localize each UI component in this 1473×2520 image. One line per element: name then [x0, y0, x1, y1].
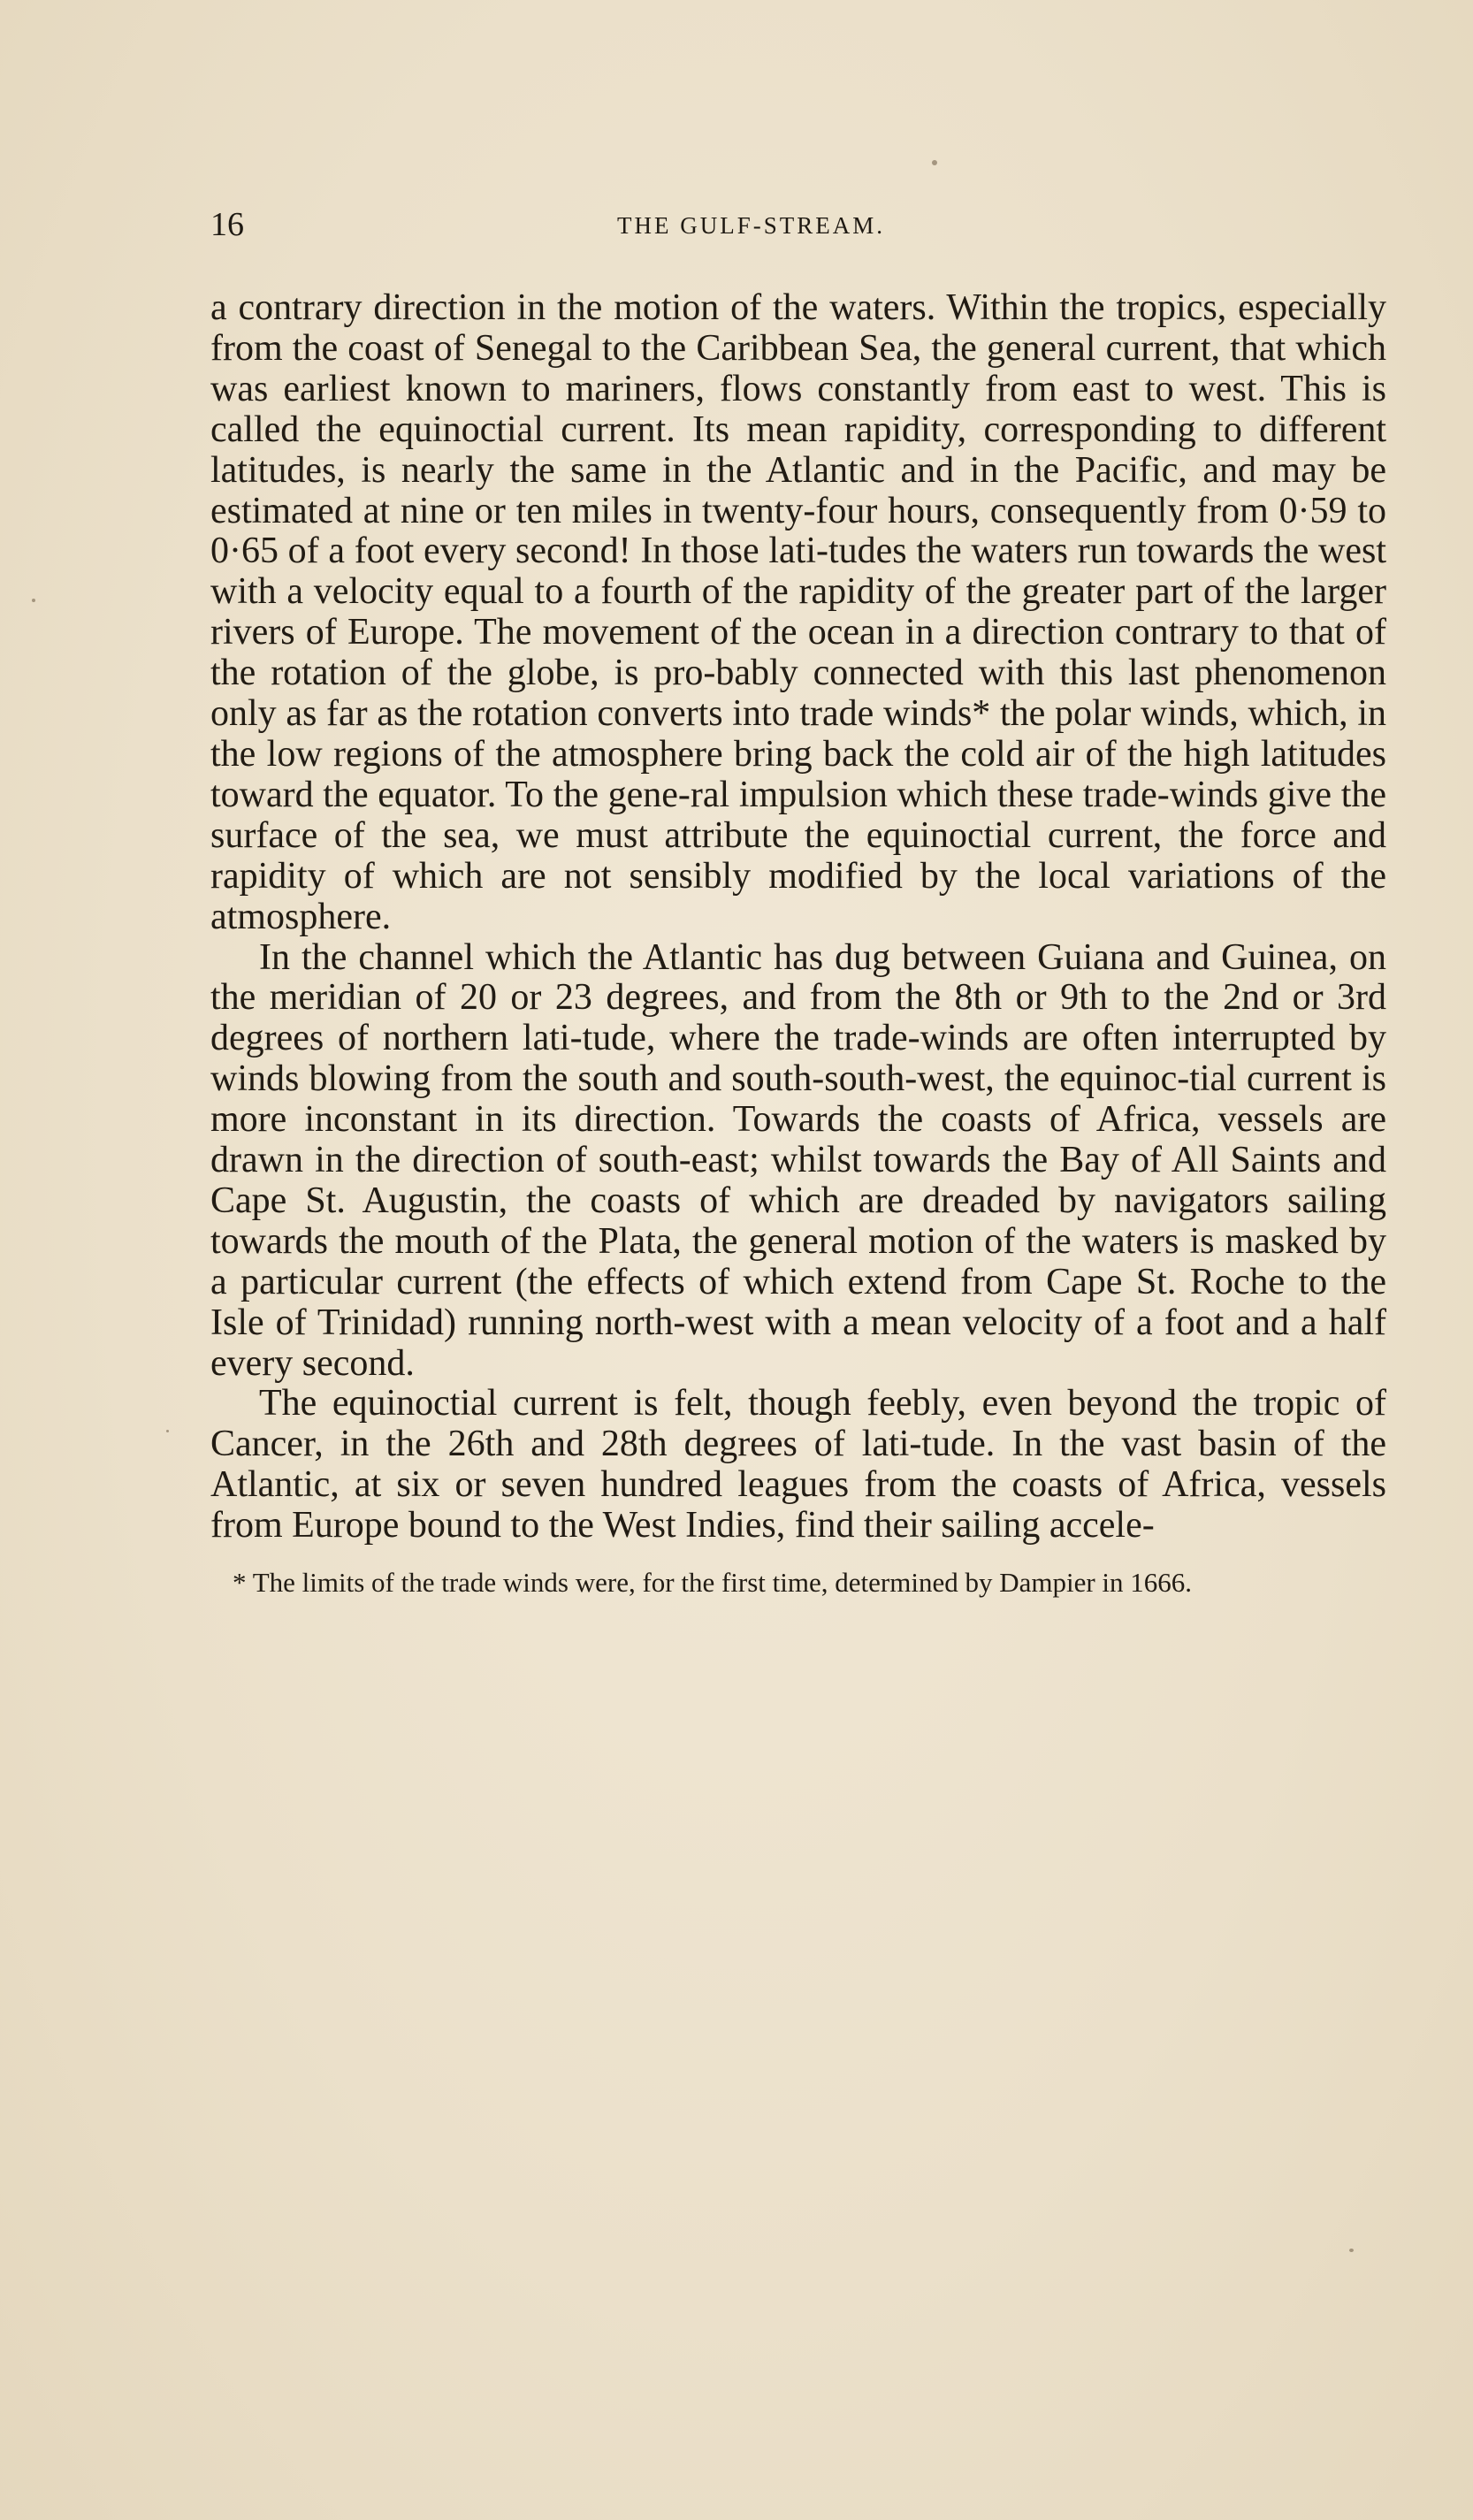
page-number: 16 [210, 206, 244, 243]
paragraph: In the channel which the Atlantic has dug between Guiana and Guinea, on the meridian of 20 or 23 degrees, and from the 8th or 9th to the 2nd or 3rd degrees of northern lati-tude, where the trade-winds are often interrupted by winds blowing from the south and south-south-west, the equinoc-tial current is more inconstant in its direction. Towards the coasts of Africa, vessels are drawn in the direction of south-east; whilst towards the Bay of All Saints and Cape St. Augustin, the coasts of which are dreaded by navigators sailing towards the mouth of the Plata, the general motion of the waters is masked by a particular current (the effects of which extend from Cape St. Roche to the Isle of Trinidad) running north-west with a mean velocity of a foot and a half every second. [210, 936, 1386, 1384]
paragraph: The equinoctial current is felt, though feebly, even beyond the tropic of Cancer, in the 26th and 28th degrees of lati-tude. In the vast basin of the Atlantic, at six or seven hundred leagues from the coasts of Africa, vessels from Europe bound to the West Indies, find their sailing accele- [210, 1383, 1386, 1546]
running-head [210, 205, 1386, 267]
paper-speck [1349, 2249, 1354, 2252]
running-title: THE GULF-STREAM. [617, 212, 885, 239]
body-text [210, 288, 1386, 1546]
footnote: * The limits of the trade winds were, for the first time, determined by Dampier in 1666. [233, 1567, 1193, 1598]
paper-speck [166, 1430, 169, 1432]
paper-speck [932, 160, 937, 165]
paper-speck [32, 599, 35, 602]
paragraph: a contrary direction in the motion of the waters. Within the tropics, especially from the coast of Senegal to the Caribbean Sea, the general current, that which was earliest known to mariners, flows constantly from east to west. This is called the equinoctial current. Its mean rapidity, corresponding to different latitudes, is nearly the same in the Atlantic and in the Pacific, and may be estimated at nine or ten miles in twenty-four hours, consequently from 0·59 to 0·65 of a foot every second! In those lati-tudes the waters run towards the west with a velocity equal to a fourth of the rapidity of the greater part of the larger rivers of Europe. The movement of the ocean in a direction contrary to that of the rotation of the globe, is pro-bably connected with this last phenomenon only as far as the rotation converts into trade winds* the polar winds, which, in the low regions of the atmosphere bring back the cold air of the high latitudes toward the equator. To the gene-ral impulsion which these trade-winds give the surface of the sea, we must attribute the equinoctial current, the force and rapidity of which are not sensibly modified by the local variations of the atmosphere. [210, 287, 1386, 937]
